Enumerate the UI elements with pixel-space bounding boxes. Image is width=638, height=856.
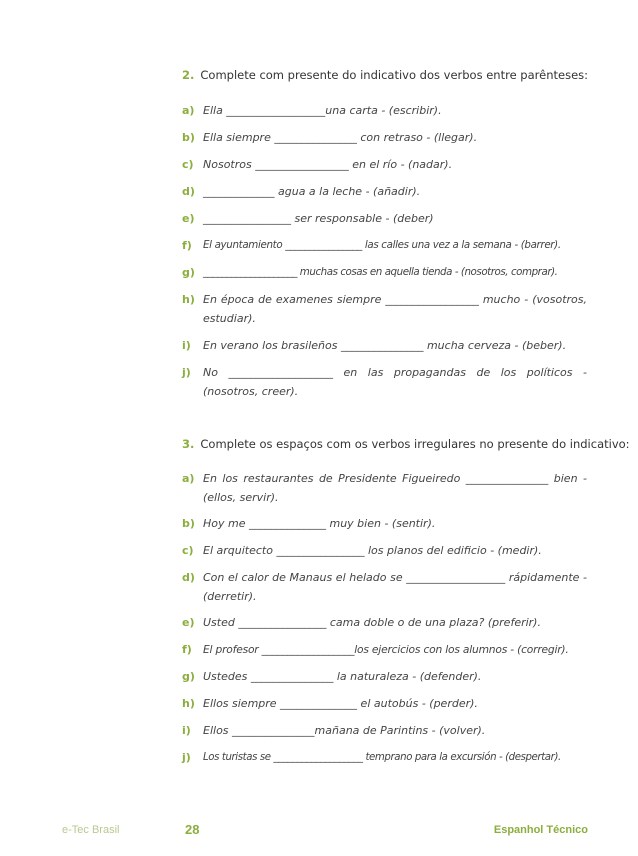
- item-label: a): [182, 104, 195, 117]
- exercise-3g: [182, 667, 587, 686]
- section-2-number: 2.: [182, 68, 195, 82]
- item-text: Ella __________________una carta - (escribir).: [203, 104, 442, 117]
- exercise-2c: [182, 155, 587, 174]
- item-text-line2: (derretir).: [203, 590, 257, 603]
- item-text-line1: En los restaurantes de Presidente Figueiredo _______________ bien -: [203, 472, 587, 485]
- item-label: d): [182, 185, 195, 198]
- exercise-2g: [182, 263, 587, 282]
- item-text-line2: estudiar).: [203, 312, 256, 325]
- item-text: Usted ________________ cama doble o de una plaza? (preferir).: [203, 616, 541, 629]
- item-label: i): [182, 339, 191, 352]
- exercise-2j: [182, 363, 587, 401]
- page-number: 28: [185, 822, 200, 837]
- item-label: c): [182, 544, 194, 557]
- item-text: El profesor __________________los ejercicios con los alumnos - (corregir).: [203, 643, 569, 656]
- item-label: h): [182, 697, 195, 710]
- exercise-2d: [182, 182, 587, 201]
- item-label: b): [182, 131, 195, 144]
- item-text: ________________ ser responsable - (deber): [203, 212, 434, 225]
- item-text: El ayuntamiento ________________ las calles una vez a la semana - (barrer).: [203, 239, 561, 251]
- item-label: j): [182, 751, 191, 764]
- exercise-3i: [182, 721, 587, 740]
- item-label: e): [182, 212, 195, 225]
- exercise-2h: [182, 290, 587, 328]
- item-text: _____________ agua a la leche - (añadir).: [203, 185, 421, 198]
- exercise-3e: [182, 613, 587, 632]
- exercise-2f: [182, 236, 587, 255]
- footer-right-label: Espanhol Técnico: [493, 824, 588, 836]
- item-label: h): [182, 293, 195, 306]
- item-label: b): [182, 517, 195, 530]
- item-text: Los turistas se ___________________ temprano para la excursión - (despertar).: [203, 752, 561, 763]
- item-text: Ellos siempre ______________ el autobús - (perder).: [203, 697, 478, 710]
- section-3-title: [182, 437, 630, 451]
- item-text-line1: En época de examenes siempre _________________ mucho - (vosotros,: [203, 293, 587, 306]
- exercise-3j: [182, 748, 587, 767]
- item-label: j): [182, 366, 191, 379]
- item-label: f): [182, 643, 192, 656]
- item-text-line1: No ___________________ en las propagandas de los políticos -: [203, 366, 587, 379]
- footer-left-label: e-Tec Brasil: [62, 824, 120, 836]
- item-text: Ellos _______________mañana de Parintins - (volver).: [203, 724, 486, 737]
- item-label: f): [182, 239, 192, 252]
- section-2-title: [182, 68, 588, 82]
- item-label: i): [182, 724, 191, 737]
- item-label: g): [182, 670, 195, 683]
- exercise-3h: [182, 694, 587, 713]
- exercise-2e: [182, 209, 587, 228]
- exercise-2b: [182, 128, 587, 147]
- item-text: El arquitecto ________________ los planos del edificio - (medir).: [203, 544, 542, 557]
- item-text: En verano los brasileños _______________ mucha cerveza - (beber).: [203, 339, 567, 352]
- exercise-3f: [182, 640, 587, 659]
- item-label: d): [182, 571, 195, 584]
- item-text: Ella siempre _______________ con retraso - (llegar).: [203, 131, 478, 144]
- item-text: Nosotros _________________ en el río - (nadar).: [203, 158, 453, 171]
- item-text-line1: Con el calor de Manaus el helado se __________________ rápidamente -: [203, 571, 587, 584]
- item-text: ____________________ muchas cosas en aquella tienda - (nosotros, comprar).: [203, 266, 558, 278]
- item-text: Hoy me ______________ muy bien - (sentir).: [203, 517, 436, 530]
- item-text: Ustedes _______________ la naturaleza - (defender).: [203, 670, 482, 683]
- exercise-3a: [182, 469, 587, 507]
- exercise-2a: [182, 101, 587, 120]
- section-3-title-text: Complete os espaços com os verbos irregulares no presente do indicativo:: [200, 437, 630, 451]
- exercise-2i: [182, 336, 587, 355]
- section-3-number: 3.: [182, 437, 195, 451]
- exercise-3c: [182, 541, 587, 560]
- exercise-3b: [182, 514, 587, 533]
- item-label: e): [182, 616, 195, 629]
- item-label: c): [182, 158, 194, 171]
- section-2-title-text: Complete com presente do indicativo dos verbos entre parênteses:: [200, 68, 589, 82]
- item-text-line2: (nosotros, creer).: [203, 385, 299, 398]
- item-text-line2: (ellos, servir).: [203, 491, 279, 504]
- item-label: g): [182, 266, 195, 279]
- item-label: a): [182, 472, 195, 485]
- exercise-3d: [182, 568, 587, 606]
